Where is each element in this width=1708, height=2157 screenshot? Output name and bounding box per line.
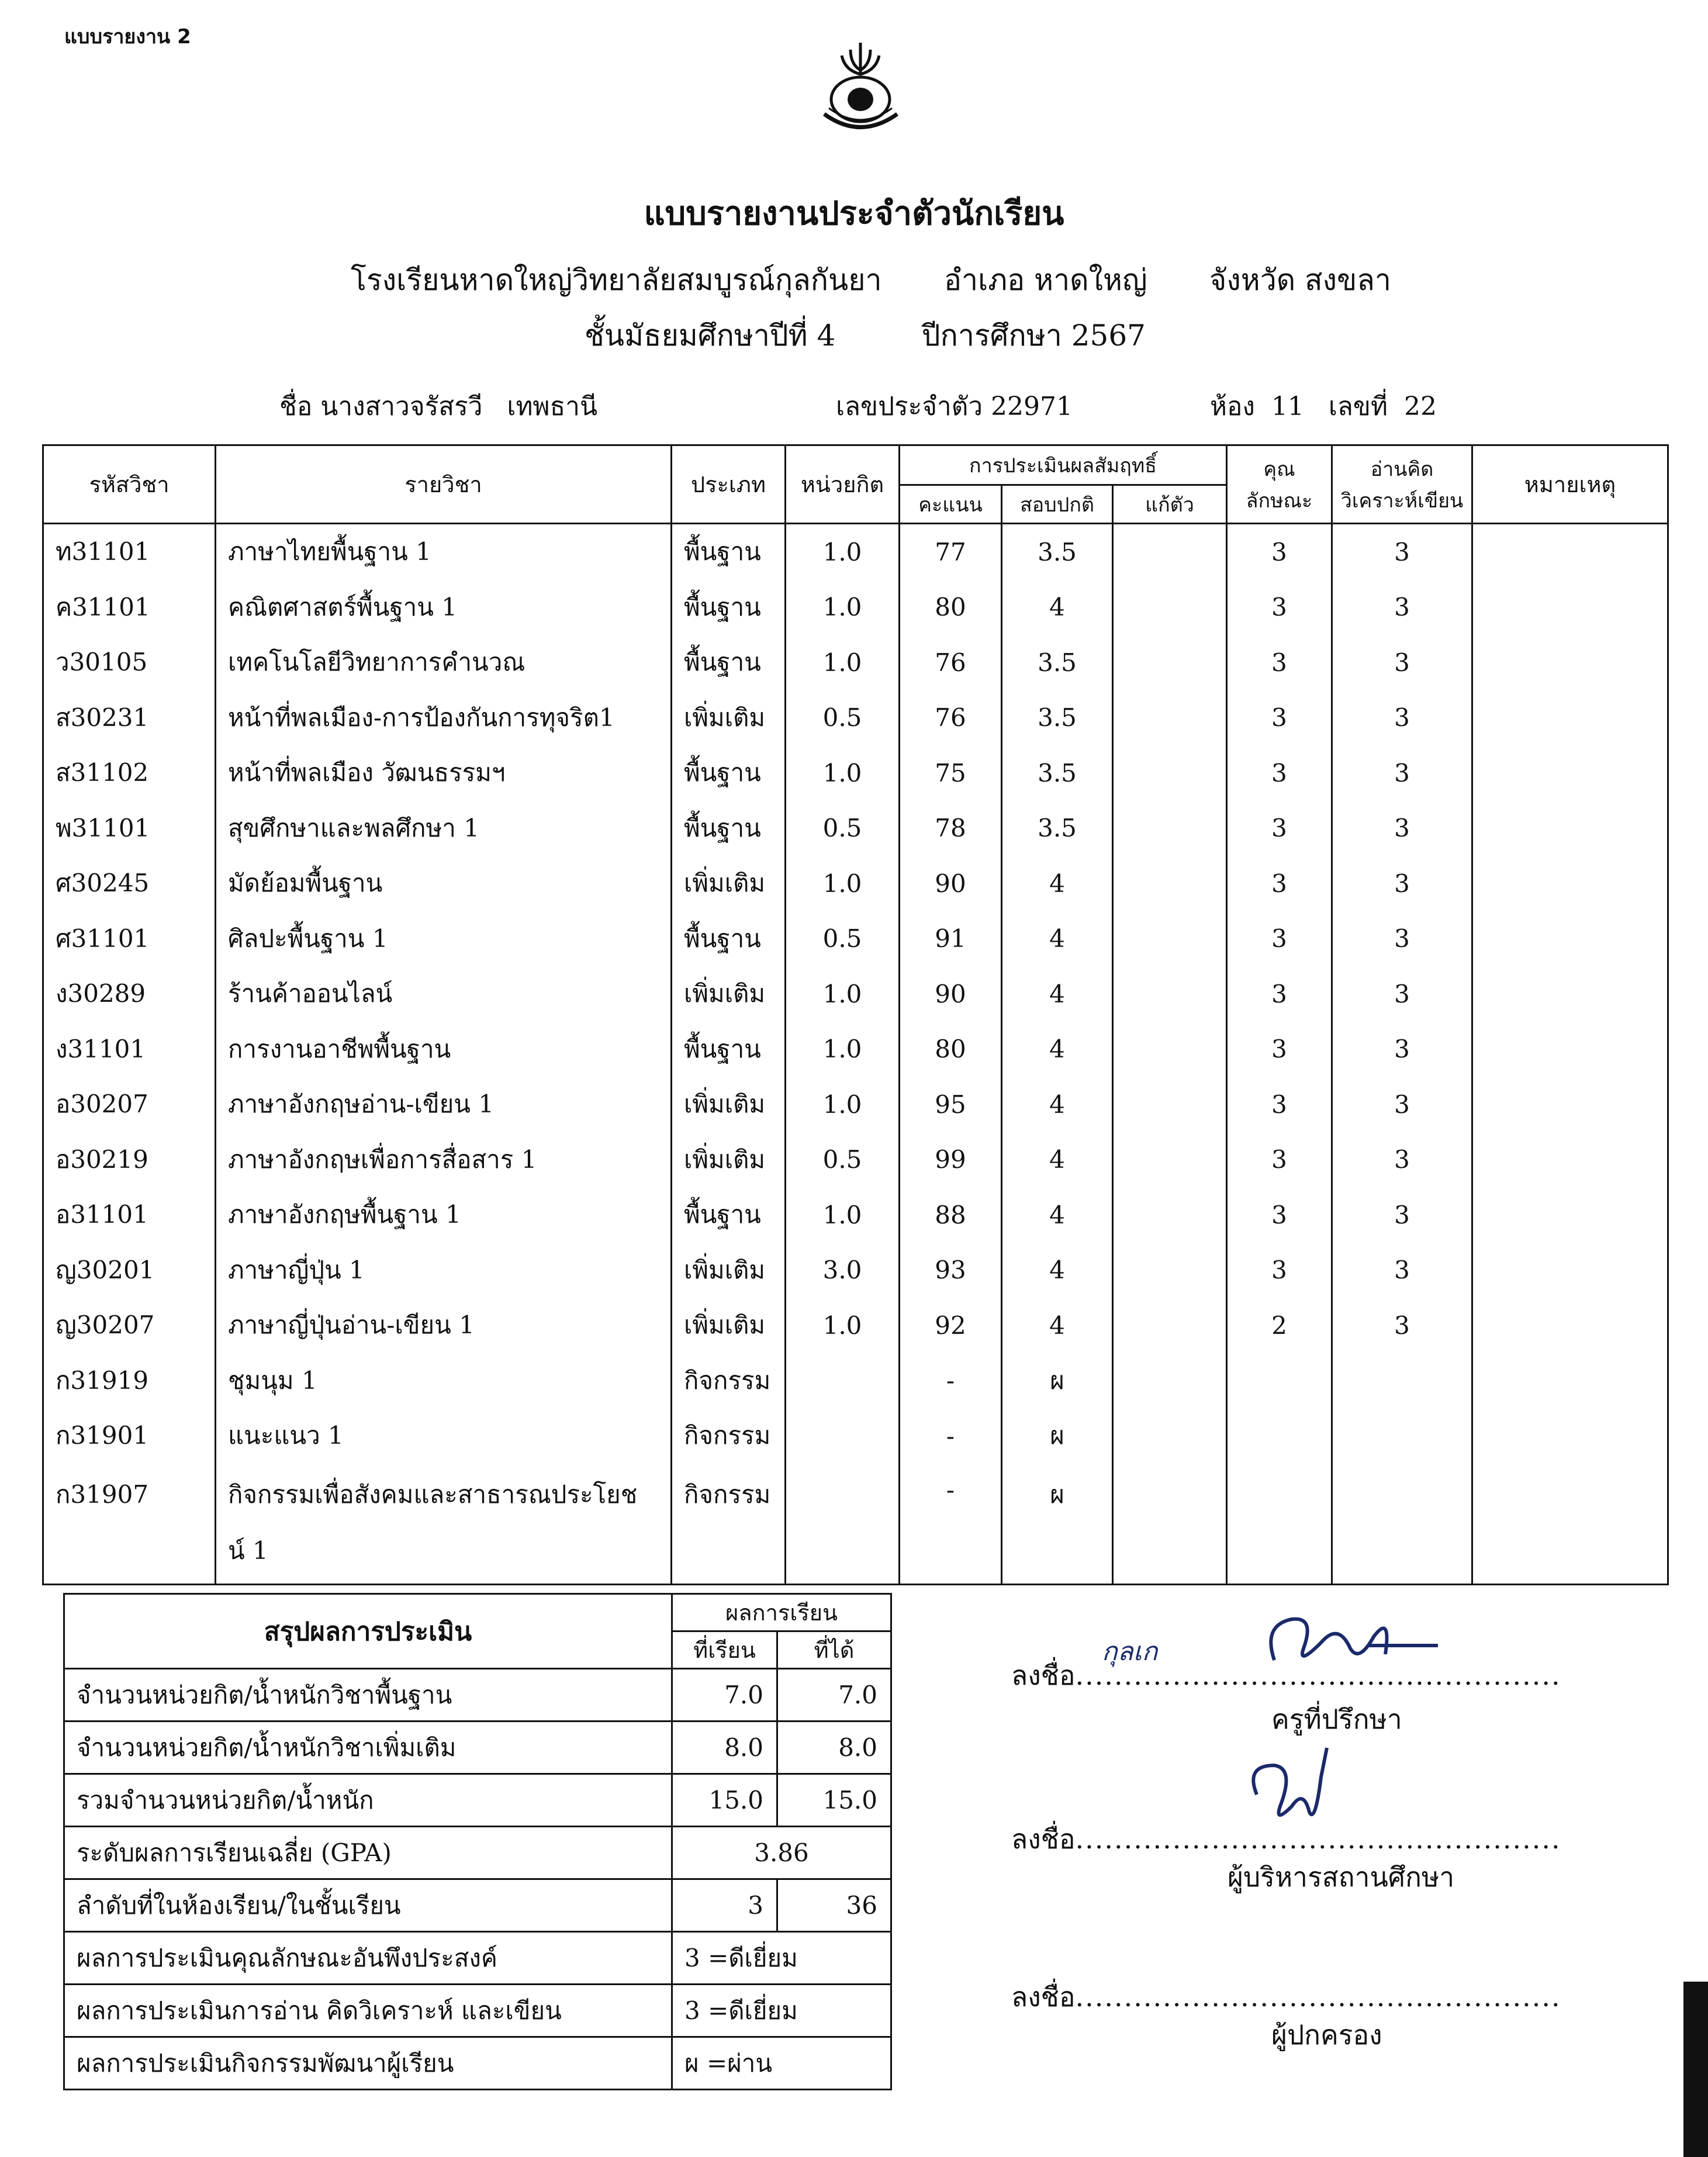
cell-retake: [1113, 1408, 1227, 1464]
summary-char-label: ผลการประเมินคุณลักษณะอันพึงประสงค์: [64, 1932, 672, 1985]
table-row: [43, 1243, 1668, 1298]
summary-total-earned: 15.0: [777, 1774, 891, 1827]
cell-score: 80: [900, 580, 1002, 635]
table-row: [43, 745, 1668, 801]
cell-score: -: [900, 1464, 1002, 1585]
room-line: ห้อง 11 เลขที่ 22: [1210, 392, 1437, 421]
cell-subject: ภาษาไทยพื้นฐาน 1: [216, 524, 672, 580]
grades-body: [43, 524, 1668, 1585]
cell-retake: [1113, 856, 1227, 911]
cell-credit: 1.0: [786, 1077, 900, 1132]
cell-grade: ผ: [1002, 1464, 1113, 1585]
cell-read: 3: [1332, 801, 1472, 856]
cell-remark: [1472, 966, 1668, 1022]
cell-char: [1227, 1464, 1332, 1585]
summary-title: สรุปผลการประเมิน: [64, 1594, 672, 1669]
cell-remark: [1472, 856, 1668, 911]
summary-studied-header: ที่เรียน: [672, 1631, 777, 1669]
cell-remark: [1472, 801, 1668, 856]
table-row: [43, 856, 1668, 911]
cell-read: 3: [1332, 1022, 1472, 1077]
cell-read: 3: [1332, 635, 1472, 690]
summary-result-header: ผลการเรียน: [672, 1594, 891, 1631]
col-credit: หน่วยกิต: [786, 445, 900, 524]
cell-grade: 3.5: [1002, 524, 1113, 580]
col-assessment: การประเมินผลสัมฤทธิ์: [900, 445, 1227, 485]
academic-year: ปีการศึกษา 2567: [921, 319, 1146, 352]
summary-read-label: ผลการประเมินการอ่าน คิดวิเคราะห์ และเขียน: [64, 1985, 672, 2037]
col-subject: รายวิชา: [216, 445, 672, 524]
advisor-handwriting: กุลเก: [1102, 1637, 1158, 1667]
summary-rank-label: ลำดับที่ในห้องเรียน/ในชั้นเรียน: [64, 1879, 672, 1932]
cell-subject: หน้าที่พลเมือง-การป้องกันการทุจริต1: [216, 690, 672, 746]
cell-remark: [1472, 1243, 1668, 1298]
cell-subject: การงานอาชีพพื้นฐาน: [216, 1022, 672, 1077]
cell-subject: เทคโนโลยีวิทยาการคำนวณ: [216, 635, 672, 690]
table-row: [43, 1022, 1668, 1077]
cell-read: 3: [1332, 966, 1472, 1022]
cell-grade: 4: [1002, 1187, 1113, 1243]
cell-read: 3: [1332, 745, 1472, 801]
cell-score: 93: [900, 1243, 1002, 1298]
cell-subject: แนะแนว 1: [216, 1408, 672, 1464]
cell-code: ญ30201: [43, 1243, 216, 1298]
cell-subject: ชุมนุม 1: [216, 1353, 672, 1409]
cell-read: [1332, 1464, 1472, 1585]
table-row: [43, 801, 1668, 856]
summary-char-value: 3 =ดีเยี่ยม: [672, 1932, 891, 1985]
cell-type: พื้นฐาน: [672, 801, 786, 856]
table-row: [43, 1298, 1668, 1353]
cell-score: -: [900, 1353, 1002, 1409]
summary-activity-value: ผ =ผ่าน: [672, 2037, 891, 2090]
cell-grade: 3.5: [1002, 745, 1113, 801]
cell-score: 88: [900, 1187, 1002, 1243]
cell-retake: [1113, 1132, 1227, 1188]
summary-basic-studied: 7.0: [672, 1669, 777, 1722]
cell-grade: ผ: [1002, 1353, 1113, 1409]
cell-char: 3: [1227, 745, 1332, 801]
cell-subject: มัดย้อมพื้นฐาน: [216, 856, 672, 911]
cell-subject: หน้าที่พลเมือง วัฒนธรรมฯ: [216, 745, 672, 801]
cell-char: [1227, 1408, 1332, 1464]
cell-score: 95: [900, 1077, 1002, 1132]
cell-code: ศ31101: [43, 911, 216, 967]
cell-grade: 3.5: [1002, 635, 1113, 690]
cell-credit: 1.0: [786, 1022, 900, 1077]
advisor-title: ครูที่ปรึกษา: [1271, 1703, 1402, 1735]
cell-credit: 0.5: [786, 1132, 900, 1188]
cell-credit: 3.0: [786, 1243, 900, 1298]
cell-credit: [786, 1408, 900, 1464]
cell-subject: [216, 1464, 672, 1585]
cell-grade: 3.5: [1002, 690, 1113, 746]
advisor-signature-mark-icon: [1251, 1590, 1444, 1684]
col-code: รหัสวิชา: [43, 445, 216, 524]
cell-retake: [1113, 745, 1227, 801]
cell-type: พื้นฐาน: [672, 1187, 786, 1243]
cell-type: พื้นฐาน: [672, 911, 786, 967]
cell-subject: ภาษาญี่ปุ่นอ่าน-เขียน 1: [216, 1298, 672, 1353]
cell-remark: [1472, 745, 1668, 801]
summary-extra-label: จำนวนหน่วยกิต/น้ำหนักวิชาเพิ่มเติม: [64, 1722, 672, 1774]
cell-code: ศ30245: [43, 856, 216, 911]
school-emblem-icon: [818, 38, 903, 140]
cell-grade: ผ: [1002, 1408, 1113, 1464]
col-score: คะแนน: [900, 485, 1002, 524]
table-row: [43, 690, 1668, 746]
cell-score: 90: [900, 966, 1002, 1022]
cell-type: กิจกรรม: [672, 1408, 786, 1464]
cell-code: ท31101: [43, 524, 216, 580]
cell-read: 3: [1332, 524, 1472, 580]
cell-credit: 1.0: [786, 856, 900, 911]
cell-grade: 4: [1002, 1132, 1113, 1188]
cell-subject: คณิตศาสตร์พื้นฐาน 1: [216, 580, 672, 635]
cell-type: เพิ่มเติม: [672, 966, 786, 1022]
cell-grade: 4: [1002, 966, 1113, 1022]
col-type: ประเภท: [672, 445, 786, 524]
cell-retake: [1113, 1298, 1227, 1353]
cell-credit: 1.0: [786, 580, 900, 635]
summary-basic-earned: 7.0: [777, 1669, 891, 1722]
cell-char: [1227, 1353, 1332, 1409]
table-row: [43, 1464, 1668, 1585]
cell-read: 3: [1332, 1298, 1472, 1353]
cell-score: 76: [900, 690, 1002, 746]
subject-line-2: น์ 1: [228, 1536, 268, 1565]
cell-code: ก31907: [43, 1464, 216, 1585]
province: จังหวัด สงขลา: [1209, 263, 1391, 297]
cell-type: เพิ่มเติม: [672, 1298, 786, 1353]
cell-grade: 4: [1002, 911, 1113, 967]
cell-code: อ30207: [43, 1077, 216, 1132]
cell-remark: [1472, 690, 1668, 746]
director-title: ผู้บริหารสถานศึกษา: [1228, 1861, 1455, 1893]
cell-code: พ31101: [43, 801, 216, 856]
cell-remark: [1472, 1464, 1668, 1585]
cell-retake: [1113, 1022, 1227, 1077]
cell-grade: 3.5: [1002, 801, 1113, 856]
cell-remark: [1472, 524, 1668, 580]
subject-line-1: กิจกรรมเพื่อสังคมและสาธารณประโยช: [228, 1480, 638, 1509]
cell-char: 3: [1227, 524, 1332, 580]
cell-retake: [1113, 635, 1227, 690]
cell-retake: [1113, 966, 1227, 1022]
summary-total-studied: 15.0: [672, 1774, 777, 1827]
cell-remark: [1472, 1353, 1668, 1409]
summary-rank-class: 36: [777, 1879, 891, 1932]
student-name-line: ชื่อ นางสาวจรัสรวี เทพธานี: [279, 392, 598, 421]
cell-char: 3: [1227, 635, 1332, 690]
cell-type: กิจกรรม: [672, 1464, 786, 1585]
cell-char: 3: [1227, 911, 1332, 967]
cell-retake: [1113, 580, 1227, 635]
summary-table: [63, 1593, 892, 2090]
cell-char: 3: [1227, 1243, 1332, 1298]
cell-code: ส30231: [43, 690, 216, 746]
form-code: แบบรายงาน 2: [64, 25, 191, 49]
grade-line: [585, 313, 1146, 359]
table-row: [43, 580, 1668, 635]
summary-extra-studied: 8.0: [672, 1722, 777, 1774]
col-normal: สอบปกติ: [1002, 485, 1113, 524]
cell-remark: [1472, 1132, 1668, 1188]
cell-score: 99: [900, 1132, 1002, 1188]
cell-type: พื้นฐาน: [672, 580, 786, 635]
table-row: [43, 635, 1668, 690]
cell-remark: [1472, 1077, 1668, 1132]
cell-retake: [1113, 801, 1227, 856]
cell-char: 3: [1227, 966, 1332, 1022]
col-retake: แก้ตัว: [1113, 485, 1227, 524]
cell-code: ว30105: [43, 635, 216, 690]
cell-char: 3: [1227, 856, 1332, 911]
cell-read: 3: [1332, 690, 1472, 746]
cell-credit: 1.0: [786, 745, 900, 801]
cell-char: 3: [1227, 1187, 1332, 1243]
table-row: [43, 524, 1668, 580]
cell-type: พื้นฐาน: [672, 1022, 786, 1077]
director-signature-line: ลงชื่อ..................................................: [1011, 1823, 1561, 1855]
cell-score: -: [900, 1408, 1002, 1464]
col-remark: หมายเหตุ: [1472, 445, 1668, 524]
cell-type: เพิ่มเติม: [672, 856, 786, 911]
table-row: [43, 1408, 1668, 1464]
student-id: 22971: [991, 392, 1073, 421]
cell-credit: 0.5: [786, 690, 900, 746]
cell-credit: 1.0: [786, 1187, 900, 1243]
cell-retake: [1113, 1353, 1227, 1409]
cell-credit: [786, 1464, 900, 1585]
cell-type: เพิ่มเติม: [672, 1077, 786, 1132]
cell-grade: 4: [1002, 1022, 1113, 1077]
cell-subject: ภาษาอังกฤษพื้นฐาน 1: [216, 1187, 672, 1243]
parent-signature-line: ลงชื่อ..................................................: [1011, 1981, 1561, 2013]
cell-remark: [1472, 580, 1668, 635]
cell-score: 76: [900, 635, 1002, 690]
parent-title: ผู้ปกครอง: [1271, 2019, 1382, 2051]
cell-retake: [1113, 1464, 1227, 1585]
cell-grade: 4: [1002, 1077, 1113, 1132]
cell-code: ก31901: [43, 1408, 216, 1464]
col-reading: อ่านคิด วิเคราะห์เขียน: [1332, 445, 1472, 524]
cell-char: 3: [1227, 801, 1332, 856]
summary-extra-earned: 8.0: [777, 1722, 891, 1774]
col-character: คุณ ลักษณะ: [1227, 445, 1332, 524]
summary-activity-label: ผลการประเมินกิจกรรมพัฒนาผู้เรียน: [64, 2037, 672, 2090]
grades-table: [42, 444, 1669, 1585]
cell-remark: [1472, 635, 1668, 690]
report-title: แบบรายงานประจำตัวนักเรียน: [644, 194, 1064, 233]
cell-char: 2: [1227, 1298, 1332, 1353]
cell-type: พื้นฐาน: [672, 745, 786, 801]
cell-remark: [1472, 1022, 1668, 1077]
cell-read: 3: [1332, 856, 1472, 911]
cell-retake: [1113, 1187, 1227, 1243]
cell-remark: [1472, 1298, 1668, 1353]
cell-char: 3: [1227, 1132, 1332, 1188]
table-row: [43, 1187, 1668, 1243]
cell-grade: 4: [1002, 1243, 1113, 1298]
school-name: โรงเรียนหาดใหญ่วิทยาลัยสมบูรณ์กุลกันยา: [351, 263, 882, 297]
cell-retake: [1113, 690, 1227, 746]
cell-score: 91: [900, 911, 1002, 967]
cell-score: 92: [900, 1298, 1002, 1353]
summary-rank-room: 3: [672, 1879, 777, 1932]
school-line: [351, 257, 1391, 303]
cell-score: 75: [900, 745, 1002, 801]
cell-char: 3: [1227, 1022, 1332, 1077]
cell-credit: 0.5: [786, 911, 900, 967]
cell-read: [1332, 1408, 1472, 1464]
table-row: [43, 911, 1668, 967]
summary-read-value: 3 =ดีเยี่ยม: [672, 1985, 891, 2037]
cell-type: กิจกรรม: [672, 1353, 786, 1409]
student-name: นางสาวจรัสรวี เทพธานี: [320, 392, 598, 421]
scan-edge: [1683, 1982, 1708, 2157]
cell-code: ง30289: [43, 966, 216, 1022]
cell-read: 3: [1332, 1132, 1472, 1188]
cell-type: เพิ่มเติม: [672, 690, 786, 746]
advisor-signature-line: ลงชื่อ..................................................: [1011, 1660, 1561, 1691]
cell-read: 3: [1332, 911, 1472, 967]
cell-subject: ภาษาญี่ปุ่น 1: [216, 1243, 672, 1298]
room-number: 11: [1271, 392, 1304, 421]
cell-subject: ศิลปะพื้นฐาน 1: [216, 911, 672, 967]
cell-read: 3: [1332, 1243, 1472, 1298]
cell-type: พื้นฐาน: [672, 524, 786, 580]
cell-grade: 4: [1002, 580, 1113, 635]
cell-credit: 1.0: [786, 1298, 900, 1353]
director-signature-mark-icon: [1239, 1742, 1356, 1830]
cell-code: อ30219: [43, 1132, 216, 1188]
table-row: [43, 1077, 1668, 1132]
table-row: [43, 1353, 1668, 1409]
cell-credit: 0.5: [786, 801, 900, 856]
summary-basic-label: จำนวนหน่วยกิต/น้ำหนักวิชาพื้นฐาน: [64, 1669, 672, 1722]
cell-char: 3: [1227, 580, 1332, 635]
table-row: [43, 966, 1668, 1022]
student-number: 22: [1403, 392, 1437, 421]
cell-read: 3: [1332, 1077, 1472, 1132]
summary-gpa-value: 3.86: [672, 1827, 891, 1879]
cell-credit: [786, 1353, 900, 1409]
summary-gpa-label: ระดับผลการเรียนเฉลี่ย (GPA): [64, 1827, 672, 1879]
cell-credit: 1.0: [786, 966, 900, 1022]
cell-read: 3: [1332, 1187, 1472, 1243]
cell-remark: [1472, 1408, 1668, 1464]
cell-type: พื้นฐาน: [672, 635, 786, 690]
cell-score: 77: [900, 524, 1002, 580]
cell-subject: ภาษาอังกฤษเพื่อการสื่อสาร 1: [216, 1132, 672, 1188]
cell-code: อ31101: [43, 1187, 216, 1243]
cell-subject: ภาษาอังกฤษอ่าน-เขียน 1: [216, 1077, 672, 1132]
cell-code: ค31101: [43, 580, 216, 635]
table-row: [43, 1132, 1668, 1188]
cell-grade: 4: [1002, 856, 1113, 911]
cell-char: 3: [1227, 690, 1332, 746]
cell-remark: [1472, 911, 1668, 967]
cell-code: ญ30207: [43, 1298, 216, 1353]
district: อำเภอ หาดใหญ่: [944, 263, 1147, 297]
cell-code: ก31919: [43, 1353, 216, 1409]
cell-remark: [1472, 1187, 1668, 1243]
cell-retake: [1113, 524, 1227, 580]
cell-subject: สุขศึกษาและพลศึกษา 1: [216, 801, 672, 856]
summary-earned-header: ที่ได้: [777, 1631, 891, 1669]
cell-credit: 1.0: [786, 635, 900, 690]
cell-score: 80: [900, 1022, 1002, 1077]
cell-retake: [1113, 911, 1227, 967]
cell-retake: [1113, 1077, 1227, 1132]
cell-char: 3: [1227, 1077, 1332, 1132]
grade-level: ชั้นมัธยมศึกษาปีที่ 4: [585, 319, 836, 352]
cell-read: 3: [1332, 580, 1472, 635]
cell-read: [1332, 1353, 1472, 1409]
cell-subject: ร้านค้าออนไลน์: [216, 966, 672, 1022]
cell-type: เพิ่มเติม: [672, 1243, 786, 1298]
summary-total-label: รวมจำนวนหน่วยกิต/น้ำหนัก: [64, 1774, 672, 1827]
cell-code: ง31101: [43, 1022, 216, 1077]
cell-score: 78: [900, 801, 1002, 856]
student-id-line: เลขประจำตัว 22971: [836, 392, 1073, 421]
cell-score: 90: [900, 856, 1002, 911]
cell-credit: 1.0: [786, 524, 900, 580]
cell-code: ส31102: [43, 745, 216, 801]
cell-grade: 4: [1002, 1298, 1113, 1353]
cell-type: เพิ่มเติม: [672, 1132, 786, 1188]
cell-retake: [1113, 1243, 1227, 1298]
